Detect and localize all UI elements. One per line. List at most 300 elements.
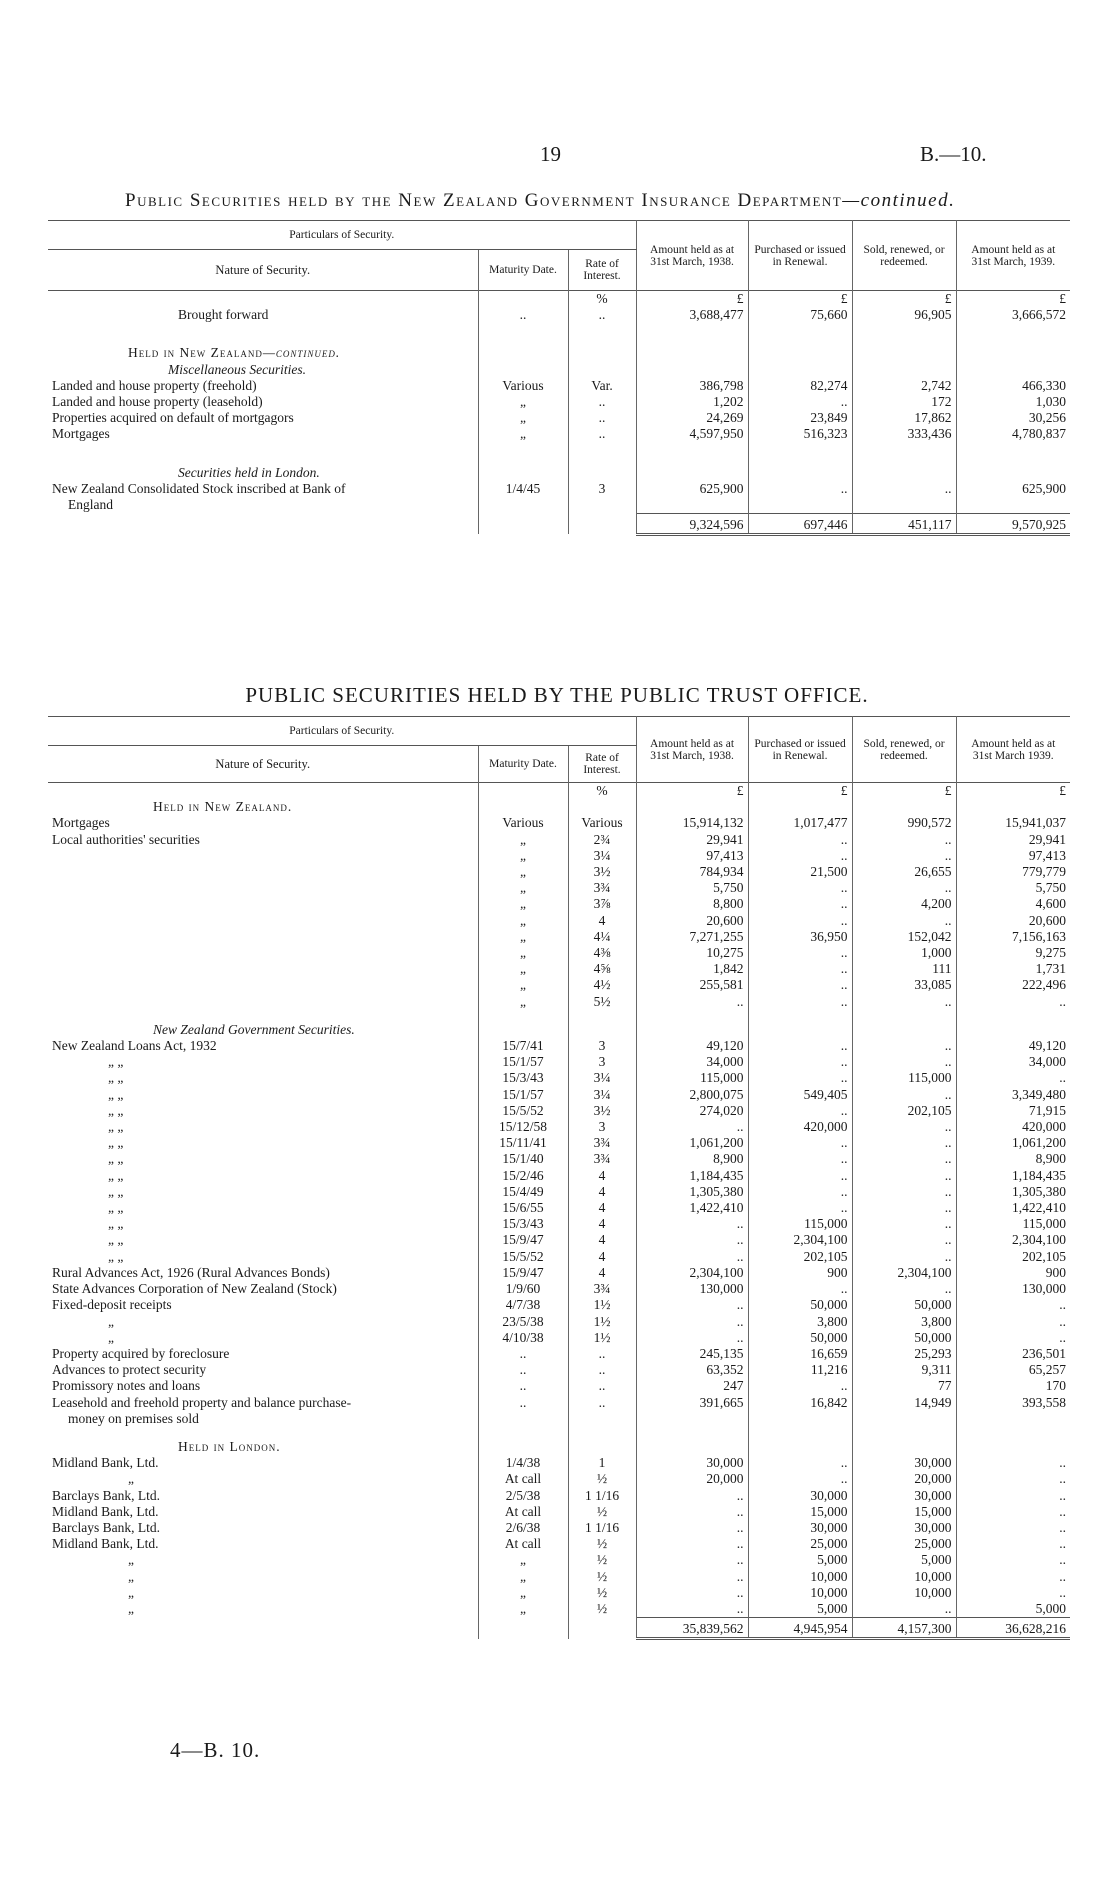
held-1938-unit: £: [636, 783, 748, 800]
nature-cell: [48, 896, 478, 912]
rate-cell: 3: [568, 1038, 636, 1054]
sold-cell: ..: [852, 832, 956, 848]
maturity-cell: 15/3/43: [478, 1216, 568, 1232]
table-row: [48, 481, 1070, 497]
units-row: [48, 783, 1070, 800]
maturity-cell: ..: [478, 1378, 568, 1394]
sold-cell: ..: [852, 1216, 956, 1232]
sold-cell: [852, 345, 956, 361]
rate-cell: 3¼: [568, 1087, 636, 1103]
maturity-cell: [478, 291, 568, 308]
maturity-cell: [478, 497, 568, 513]
held-1938-cell: [636, 1411, 748, 1427]
nature-cell: „ „: [108, 1070, 124, 1086]
table-row: [48, 1265, 1070, 1281]
rate-cell: 3¼: [568, 848, 636, 864]
held-1938-cell: ..: [636, 1119, 748, 1135]
maturity-cell: „: [478, 864, 568, 880]
sold-cell: 1,000: [852, 945, 956, 961]
subsection-govt: [48, 1022, 1070, 1038]
maturity-cell: [478, 362, 568, 378]
held-1939-cell: 5,750: [956, 880, 1070, 896]
table-row: [48, 994, 1070, 1010]
table-row: [48, 1038, 1070, 1054]
table-row: [48, 1346, 1070, 1362]
nature-cell: „ „: [108, 1135, 124, 1151]
purchased-cell: 420,000: [748, 1119, 852, 1135]
maturity-cell: „: [478, 929, 568, 945]
purchased-cell: ..: [748, 1054, 852, 1070]
rate-cell: 1 1/16: [568, 1488, 636, 1504]
purchased-cell: 82,274: [748, 378, 852, 394]
nature-cell: money on premises sold: [68, 1410, 199, 1426]
subsection-govt-text: New Zealand Government Securities.: [153, 1021, 355, 1037]
purchased-cell: 50,000: [748, 1330, 852, 1346]
held-1938-cell: 49,120: [636, 1038, 748, 1054]
purchased-cell: 549,405: [748, 1087, 852, 1103]
held-1939-cell: 393,558: [956, 1395, 1070, 1411]
purchased-cell: 516,323: [748, 426, 852, 442]
held-1939-cell: ..: [956, 1520, 1070, 1536]
purchased-cell: ..: [748, 1168, 852, 1184]
purchased-cell: ..: [748, 394, 852, 410]
purchased-cell: ..: [748, 1038, 852, 1054]
rate-cell: ..: [568, 410, 636, 426]
nature-cell: „ „: [108, 1232, 124, 1248]
header-nature: Nature of Security.: [215, 263, 311, 277]
rate-cell: 4⅜: [568, 945, 636, 961]
purchased-cell: 10,000: [748, 1569, 852, 1585]
spacer-row: [48, 1427, 1070, 1439]
held-1938-cell: 20,000: [636, 1471, 748, 1487]
held-1938-cell: 5,750: [636, 880, 748, 896]
sold-cell: 333,436: [852, 426, 956, 442]
purchased-cell: ..: [748, 1103, 852, 1119]
held-1939-cell: ..: [956, 1471, 1070, 1487]
table-row: [48, 1281, 1070, 1297]
sold-cell: 26,655: [852, 864, 956, 880]
maturity-cell: [478, 1411, 568, 1427]
held-1939-cell: ..: [956, 1552, 1070, 1568]
table-row: [48, 913, 1070, 929]
purchased-cell: 30,000: [748, 1520, 852, 1536]
maturity-cell: 4/10/38: [478, 1330, 568, 1346]
nature-cell: Fixed-deposit receipts: [52, 1297, 172, 1313]
rate-cell: 3¼: [568, 1070, 636, 1086]
nature-cell: Midland Bank, Ltd.: [52, 1455, 159, 1471]
nature-cell: [48, 864, 478, 880]
nature-cell: „ „: [108, 1167, 124, 1183]
held-1938-cell: 625,900: [636, 481, 748, 497]
nature-cell: [48, 291, 478, 308]
table-row: [48, 1297, 1070, 1313]
purchased-unit: £: [748, 291, 852, 308]
table-row: [48, 1135, 1070, 1151]
total-row: [48, 513, 1070, 534]
page-footer: 4—B. 10.: [170, 1738, 261, 1762]
held-1938-cell: 245,135: [636, 1346, 748, 1362]
sold-cell: 10,000: [852, 1569, 956, 1585]
held-1939-cell: 7,156,163: [956, 929, 1070, 945]
subsection-misc-text: Miscellaneous Securities.: [168, 361, 306, 377]
sold-cell: 30,000: [852, 1488, 956, 1504]
sold-cell: [852, 465, 956, 481]
rate-cell: 3½: [568, 864, 636, 880]
maturity-cell: „: [478, 961, 568, 977]
maturity-cell: „: [478, 913, 568, 929]
rate-cell: 1 1/16: [568, 1520, 636, 1536]
maturity-cell: At call: [478, 1504, 568, 1520]
held-1939-cell: 5,000: [956, 1601, 1070, 1618]
held-1939-cell: 3,666,572: [956, 307, 1070, 323]
sold-cell: 96,905: [852, 307, 956, 323]
nature-cell: Midland Bank, Ltd.: [52, 1503, 159, 1519]
held-1938-cell: [636, 443, 748, 465]
nature-cell: Barclays Bank, Ltd.: [52, 1519, 160, 1535]
section-held-in-london-text: Held in London.: [178, 1438, 281, 1454]
sold-cell: ..: [852, 481, 956, 497]
purchased-cell: [748, 1010, 852, 1022]
nature-cell: Rural Advances Act, 1926 (Rural Advances Bonds): [52, 1264, 330, 1280]
spacer-row: [48, 443, 1070, 465]
sold-cell: 77: [852, 1378, 956, 1394]
sold-cell: 9,311: [852, 1362, 956, 1378]
rate-cell: 4¼: [568, 929, 636, 945]
header-held-1939: Amount held as at 31st March, 1939.: [956, 221, 1070, 291]
sold-cell: ..: [852, 848, 956, 864]
subsection-misc: [48, 362, 1070, 378]
nature-cell: Mortgages: [52, 426, 110, 442]
rate-cell: [568, 1411, 636, 1427]
nature-cell: „ „: [108, 1183, 124, 1199]
held-1939-cell: 2,304,100: [956, 1232, 1070, 1248]
nature-cell: Landed and house property (freehold): [52, 377, 257, 393]
held-1939-cell: [956, 443, 1070, 465]
table-row: [48, 848, 1070, 864]
purchased-cell: 1,017,477: [748, 815, 852, 831]
held-1939-cell: ..: [956, 1455, 1070, 1471]
held-1938-cell: [636, 497, 748, 513]
held-1939-cell: 170: [956, 1378, 1070, 1394]
rate-cell: 3: [568, 481, 636, 497]
held-1938-cell: 7,271,255: [636, 929, 748, 945]
held-1939-cell: 1,061,200: [956, 1135, 1070, 1151]
purchased-cell: ..: [748, 1281, 852, 1297]
sold-cell: 111: [852, 961, 956, 977]
maturity-cell: 1/4/38: [478, 1455, 568, 1471]
held-1939-cell: 8,900: [956, 1151, 1070, 1167]
held-1938-cell: ..: [636, 1552, 748, 1568]
total-row: [48, 1618, 1070, 1639]
nature-cell: „ „: [108, 1200, 124, 1216]
held-1938-cell: 20,600: [636, 913, 748, 929]
purchased-cell: 16,842: [748, 1395, 852, 1411]
rate-cell: [568, 1427, 636, 1439]
sold-cell: ..: [852, 1184, 956, 1200]
nature-cell: State Advances Corporation of New Zealand (Stock): [52, 1281, 337, 1297]
sold-cell: ..: [852, 1135, 956, 1151]
held-1938-cell: 1,184,435: [636, 1168, 748, 1184]
rate-cell: [568, 513, 636, 534]
purchased-cell: ..: [748, 961, 852, 977]
held-1938-cell: ..: [636, 994, 748, 1010]
maturity-cell: [478, 783, 568, 800]
purchased-cell: [748, 345, 852, 361]
maturity-cell: ..: [478, 307, 568, 323]
rate-cell: ½: [568, 1504, 636, 1520]
sold-cell: ..: [852, 994, 956, 1010]
rate-cell: ½: [568, 1601, 636, 1618]
maturity-cell: 15/5/52: [478, 1249, 568, 1265]
purchased-cell: 50,000: [748, 1297, 852, 1313]
purchased-cell: 23,849: [748, 410, 852, 426]
held-1938-cell: ..: [636, 1488, 748, 1504]
maturity-cell: [478, 1010, 568, 1022]
table-row: [48, 1471, 1070, 1487]
held-1938-cell: 1,422,410: [636, 1200, 748, 1216]
nature-cell: [48, 994, 478, 1010]
purchased-cell: 36,950: [748, 929, 852, 945]
rate-cell: ..: [568, 1346, 636, 1362]
sold-cell: ..: [852, 1054, 956, 1070]
nature-cell: „: [128, 1471, 134, 1487]
purchased-cell: [748, 1427, 852, 1439]
section-held-in-nz-text: Held in New Zealand.: [153, 799, 293, 815]
sold-cell: 115,000: [852, 1070, 956, 1086]
purchased-cell: ..: [748, 1455, 852, 1471]
table-row: [48, 1488, 1070, 1504]
held-1939-cell: 4,600: [956, 896, 1070, 912]
held-1938-cell: 1,202: [636, 394, 748, 410]
table-row: [48, 1330, 1070, 1346]
nature-cell: Promissory notes and loans: [52, 1378, 201, 1394]
maturity-cell: „: [478, 1585, 568, 1601]
table-row: [48, 378, 1070, 394]
held-1938-cell: 3,688,477: [636, 307, 748, 323]
maturity-cell: 23/5/38: [478, 1314, 568, 1330]
sold-cell: 17,862: [852, 410, 956, 426]
held-1938-cell: ..: [636, 1569, 748, 1585]
nature-cell: Property acquired by foreclosure: [52, 1345, 230, 1361]
nature-cell: „ „: [108, 1248, 124, 1264]
purchased-cell: [748, 1411, 852, 1427]
rate-cell: 4: [568, 1200, 636, 1216]
held-1938-cell: ..: [636, 1249, 748, 1265]
sold-cell: 14,949: [852, 1395, 956, 1411]
rate-cell: 3½: [568, 1103, 636, 1119]
maturity-cell: ..: [478, 1346, 568, 1362]
rate-cell: [568, 799, 636, 815]
purchased-cell: 21,500: [748, 864, 852, 880]
held-1939-cell: [956, 323, 1070, 345]
rate-cell: [568, 1618, 636, 1639]
total-held-1939: 36,628,216: [956, 1618, 1070, 1639]
purchased-cell: ..: [748, 1471, 852, 1487]
held-1939-cell: ..: [956, 1314, 1070, 1330]
maturity-cell: „: [478, 832, 568, 848]
held-1938-cell: ..: [636, 1520, 748, 1536]
sold-cell: 25,293: [852, 1346, 956, 1362]
maturity-cell: „: [478, 977, 568, 993]
purchased-cell: 10,000: [748, 1585, 852, 1601]
table-row: [48, 1054, 1070, 1070]
table-row: [48, 1569, 1070, 1585]
sold-cell: 3,800: [852, 1314, 956, 1330]
rate-cell: 1: [568, 1455, 636, 1471]
held-1939-cell: 115,000: [956, 1216, 1070, 1232]
held-1938-cell: 386,798: [636, 378, 748, 394]
rate-cell: ..: [568, 1362, 636, 1378]
sold-cell: 202,105: [852, 1103, 956, 1119]
table-row: [48, 1520, 1070, 1536]
units-row: [48, 291, 1070, 308]
nature-cell: [48, 848, 478, 864]
table-row: [48, 1119, 1070, 1135]
maturity-cell: „: [478, 880, 568, 896]
maturity-cell: [478, 323, 568, 345]
nature-cell: „: [128, 1552, 134, 1568]
held-1939-cell: ..: [956, 1488, 1070, 1504]
rate-cell: [568, 362, 636, 378]
sold-cell: 50,000: [852, 1330, 956, 1346]
held-1939-cell: 625,900: [956, 481, 1070, 497]
rate-unit: %: [568, 783, 636, 800]
sold-cell: ..: [852, 913, 956, 929]
held-1938-cell: [636, 799, 748, 815]
maturity-cell: 15/3/43: [478, 1070, 568, 1086]
held-1938-cell: ..: [636, 1314, 748, 1330]
nature-cell: [48, 783, 478, 800]
table-row: [48, 497, 1070, 513]
held-1938-cell: 1,061,200: [636, 1135, 748, 1151]
rate-cell: 3¾: [568, 1135, 636, 1151]
maturity-cell: 15/1/40: [478, 1151, 568, 1167]
held-1939-cell: 15,941,037: [956, 815, 1070, 831]
nature-cell: „ „: [108, 1102, 124, 1118]
nature-cell: Mortgages: [52, 815, 110, 831]
held-1939-cell: 236,501: [956, 1346, 1070, 1362]
purchased-cell: [748, 362, 852, 378]
rate-cell: 3: [568, 1119, 636, 1135]
table-row: [48, 1249, 1070, 1265]
held-1939-cell: [956, 1411, 1070, 1427]
section-held-in-nz: [48, 799, 1070, 815]
table-row: [48, 1395, 1070, 1411]
sold-cell: ..: [852, 1232, 956, 1248]
purchased-cell: ..: [748, 1378, 852, 1394]
held-1938-cell: ..: [636, 1330, 748, 1346]
held-1938-cell: 784,934: [636, 864, 748, 880]
table-row: [48, 864, 1070, 880]
sold-cell: 15,000: [852, 1504, 956, 1520]
held-1939-cell: 4,780,837: [956, 426, 1070, 442]
total-purchased: 4,945,954: [748, 1618, 852, 1639]
purchased-cell: 75,660: [748, 307, 852, 323]
nature-cell: „: [128, 1584, 134, 1600]
held-1939-unit: £: [956, 783, 1070, 800]
purchased-cell: 11,216: [748, 1362, 852, 1378]
purchased-cell: 25,000: [748, 1536, 852, 1552]
brought-forward-row: [48, 307, 1070, 323]
rate-cell: 2¾: [568, 832, 636, 848]
rate-cell: [568, 443, 636, 465]
maturity-cell: [478, 465, 568, 481]
purchased-cell: ..: [748, 848, 852, 864]
purchased-cell: ..: [748, 1184, 852, 1200]
held-1938-cell: 4,597,950: [636, 426, 748, 442]
held-1939-cell: 130,000: [956, 1281, 1070, 1297]
rate-cell: 4: [568, 1249, 636, 1265]
held-1938-cell: [636, 1010, 748, 1022]
purchased-cell: 900: [748, 1265, 852, 1281]
held-1938-cell: [636, 362, 748, 378]
maturity-cell: 15/1/57: [478, 1087, 568, 1103]
rate-cell: Various: [568, 815, 636, 831]
held-1938-cell: ..: [636, 1504, 748, 1520]
sold-cell: 10,000: [852, 1585, 956, 1601]
held-1939-cell: 97,413: [956, 848, 1070, 864]
maturity-cell: [478, 1439, 568, 1455]
sold-cell: [852, 1411, 956, 1427]
sold-cell: [852, 362, 956, 378]
sold-cell: 20,000: [852, 1471, 956, 1487]
nature-cell: „: [108, 1329, 114, 1345]
held-1939-cell: ..: [956, 1070, 1070, 1086]
purchased-cell: 15,000: [748, 1504, 852, 1520]
purchased-cell: 30,000: [748, 1488, 852, 1504]
nature-cell: Midland Bank, Ltd.: [52, 1536, 159, 1552]
table-row: [48, 1455, 1070, 1471]
section-held-in-london: [48, 1439, 1070, 1455]
held-1938-cell: 274,020: [636, 1103, 748, 1119]
nature-cell: Barclays Bank, Ltd.: [52, 1487, 160, 1503]
held-1939-cell: ..: [956, 1504, 1070, 1520]
held-1939-unit: £: [956, 291, 1070, 308]
maturity-cell: 15/9/47: [478, 1265, 568, 1281]
purchased-cell: 3,800: [748, 1314, 852, 1330]
held-1938-cell: [636, 465, 748, 481]
nature-cell: [48, 945, 478, 961]
nature-cell: „: [128, 1601, 134, 1617]
held-1938-cell: [636, 1439, 748, 1455]
maturity-cell: [478, 345, 568, 361]
sold-cell: ..: [852, 1601, 956, 1618]
rate-cell: ½: [568, 1471, 636, 1487]
maturity-cell: At call: [478, 1536, 568, 1552]
table-row: [48, 1232, 1070, 1248]
rate-cell: ½: [568, 1536, 636, 1552]
held-1938-cell: 247: [636, 1378, 748, 1394]
held-1939-cell: 29,941: [956, 832, 1070, 848]
held-1939-cell: ..: [956, 1297, 1070, 1313]
held-1938-cell: 1,842: [636, 961, 748, 977]
purchased-cell: [748, 1022, 852, 1038]
section-held-in-nz-suffix: —continued.: [262, 345, 341, 361]
table-row: [48, 1378, 1070, 1394]
table-row: [48, 426, 1070, 442]
held-1939-cell: [956, 362, 1070, 378]
rate-cell: 3: [568, 1054, 636, 1070]
header-sold: Sold, renewed, or redeemed.: [852, 717, 956, 783]
maturity-cell: „: [478, 994, 568, 1010]
maturity-cell: 1/9/60: [478, 1281, 568, 1297]
sold-cell: 25,000: [852, 1536, 956, 1552]
held-1939-cell: 71,915: [956, 1103, 1070, 1119]
held-1939-cell: 30,256: [956, 410, 1070, 426]
rate-cell: 3¾: [568, 1151, 636, 1167]
nature-cell: New Zealand Loans Act, 1932: [52, 1038, 217, 1054]
rate-cell: Var.: [568, 378, 636, 394]
